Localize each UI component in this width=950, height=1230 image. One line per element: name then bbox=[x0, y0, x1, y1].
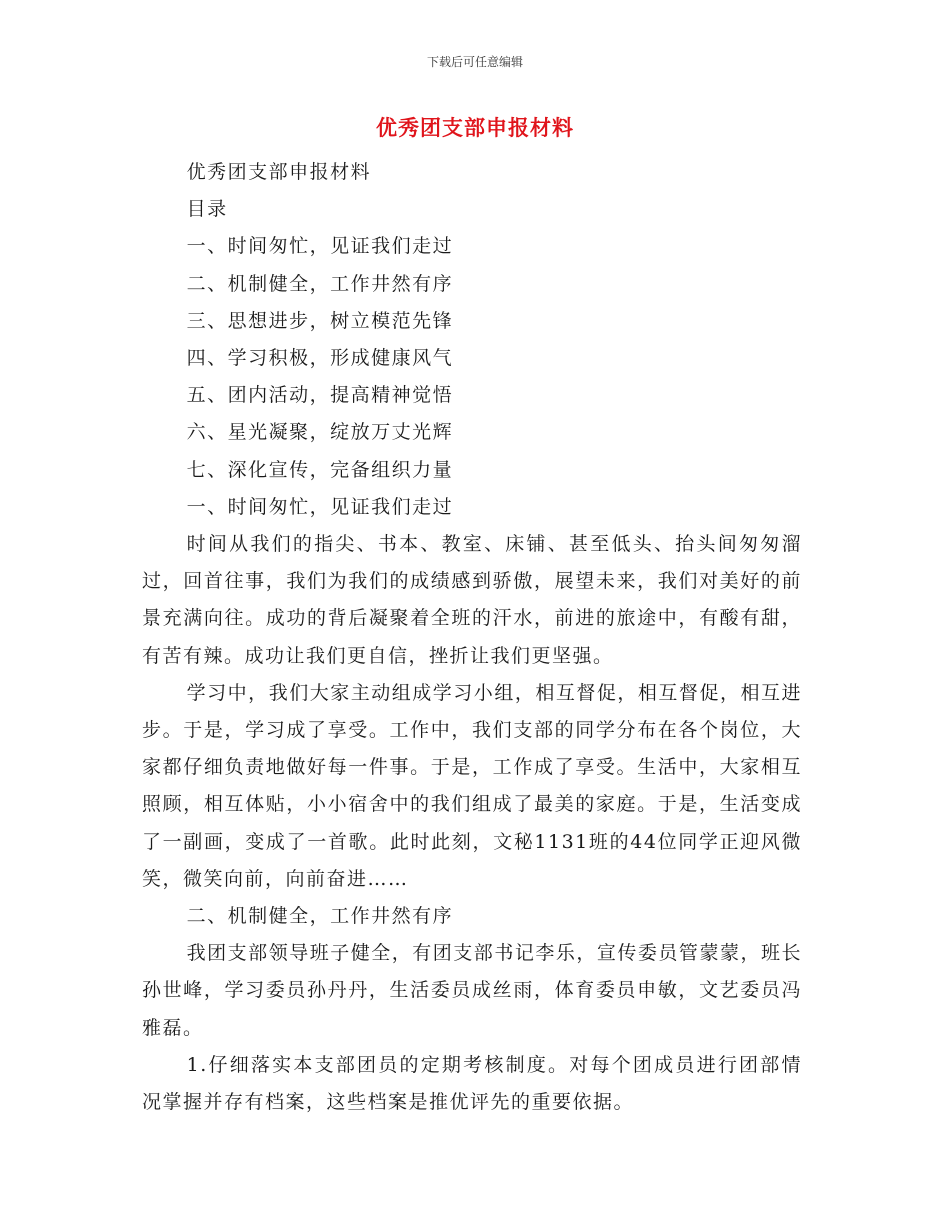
toc-item: 七、深化宣传，完备组织力量 bbox=[186, 458, 454, 481]
body-paragraph: 1.仔细落实本支部团员的定期考核制度。对每个团成员进行团部情况掌握并存有档案，这些档案是推优评先的重要依据。 bbox=[142, 1053, 802, 1114]
toc-heading: 目录 bbox=[186, 198, 228, 221]
subtitle-line: 优秀团支部申报材料 bbox=[186, 161, 372, 183]
header-note: 下载后可任意编辑 bbox=[426, 55, 523, 69]
toc-item: 一、时间匆忙，见证我们走过 bbox=[186, 235, 454, 258]
document-title: 优秀团支部申报材料 bbox=[376, 115, 574, 140]
toc-item: 六、星光凝聚，绽放万丈光辉 bbox=[186, 421, 454, 444]
body-paragraph: 学习中，我们大家主动组成学习小组，相互督促，相互督促，相互进步。于是，学习成了享受。工作中，我们支部的同学分布在各个岗位，大家都仔细负责地做好每一件事。于是，工作成了享受。生活中，大家相互照顾，相互体贴，小小宿舍中的我们组成了最美的家庭。于是，生活变成了一副画，变成了一首歌。此时此刻，文秘1131班的44位同学正迎风微笑，微笑向前，向前奋进…… bbox=[142, 681, 802, 890]
toc-item: 四、学习积极，形成健康风气 bbox=[186, 347, 454, 370]
body-paragraph: 时间从我们的指尖、书本、教室、床铺、甚至低头、抬头间匆匆溜过，回首往事，我们为我们的成绩感到骄傲，展望未来，我们对美好的前景充满向往。成功的背后凝聚着全班的汗水，前进的旅途中，有酸有甜，有苦有辣。成功让我们更自信，挫折让我们更坚强。 bbox=[142, 533, 802, 667]
toc-item: 三、思想进步，树立模范先锋 bbox=[186, 309, 454, 332]
section-heading: 二、机制健全，工作井然有序 bbox=[186, 905, 454, 928]
toc-item: 二、机制健全，工作井然有序 bbox=[186, 272, 454, 295]
document-body bbox=[142, 154, 802, 1121]
body-paragraph: 我团支部领导班子健全，有团支部书记李乐，宣传委员管蒙蒙，班长孙世峰，学习委员孙丹丹，生活委员成丝雨，体育委员申敏，文艺委员冯雅磊。 bbox=[142, 942, 802, 1039]
toc-item: 五、团内活动，提高精神觉悟 bbox=[186, 384, 454, 407]
section-heading: 一、时间匆忙，见证我们走过 bbox=[186, 495, 454, 518]
